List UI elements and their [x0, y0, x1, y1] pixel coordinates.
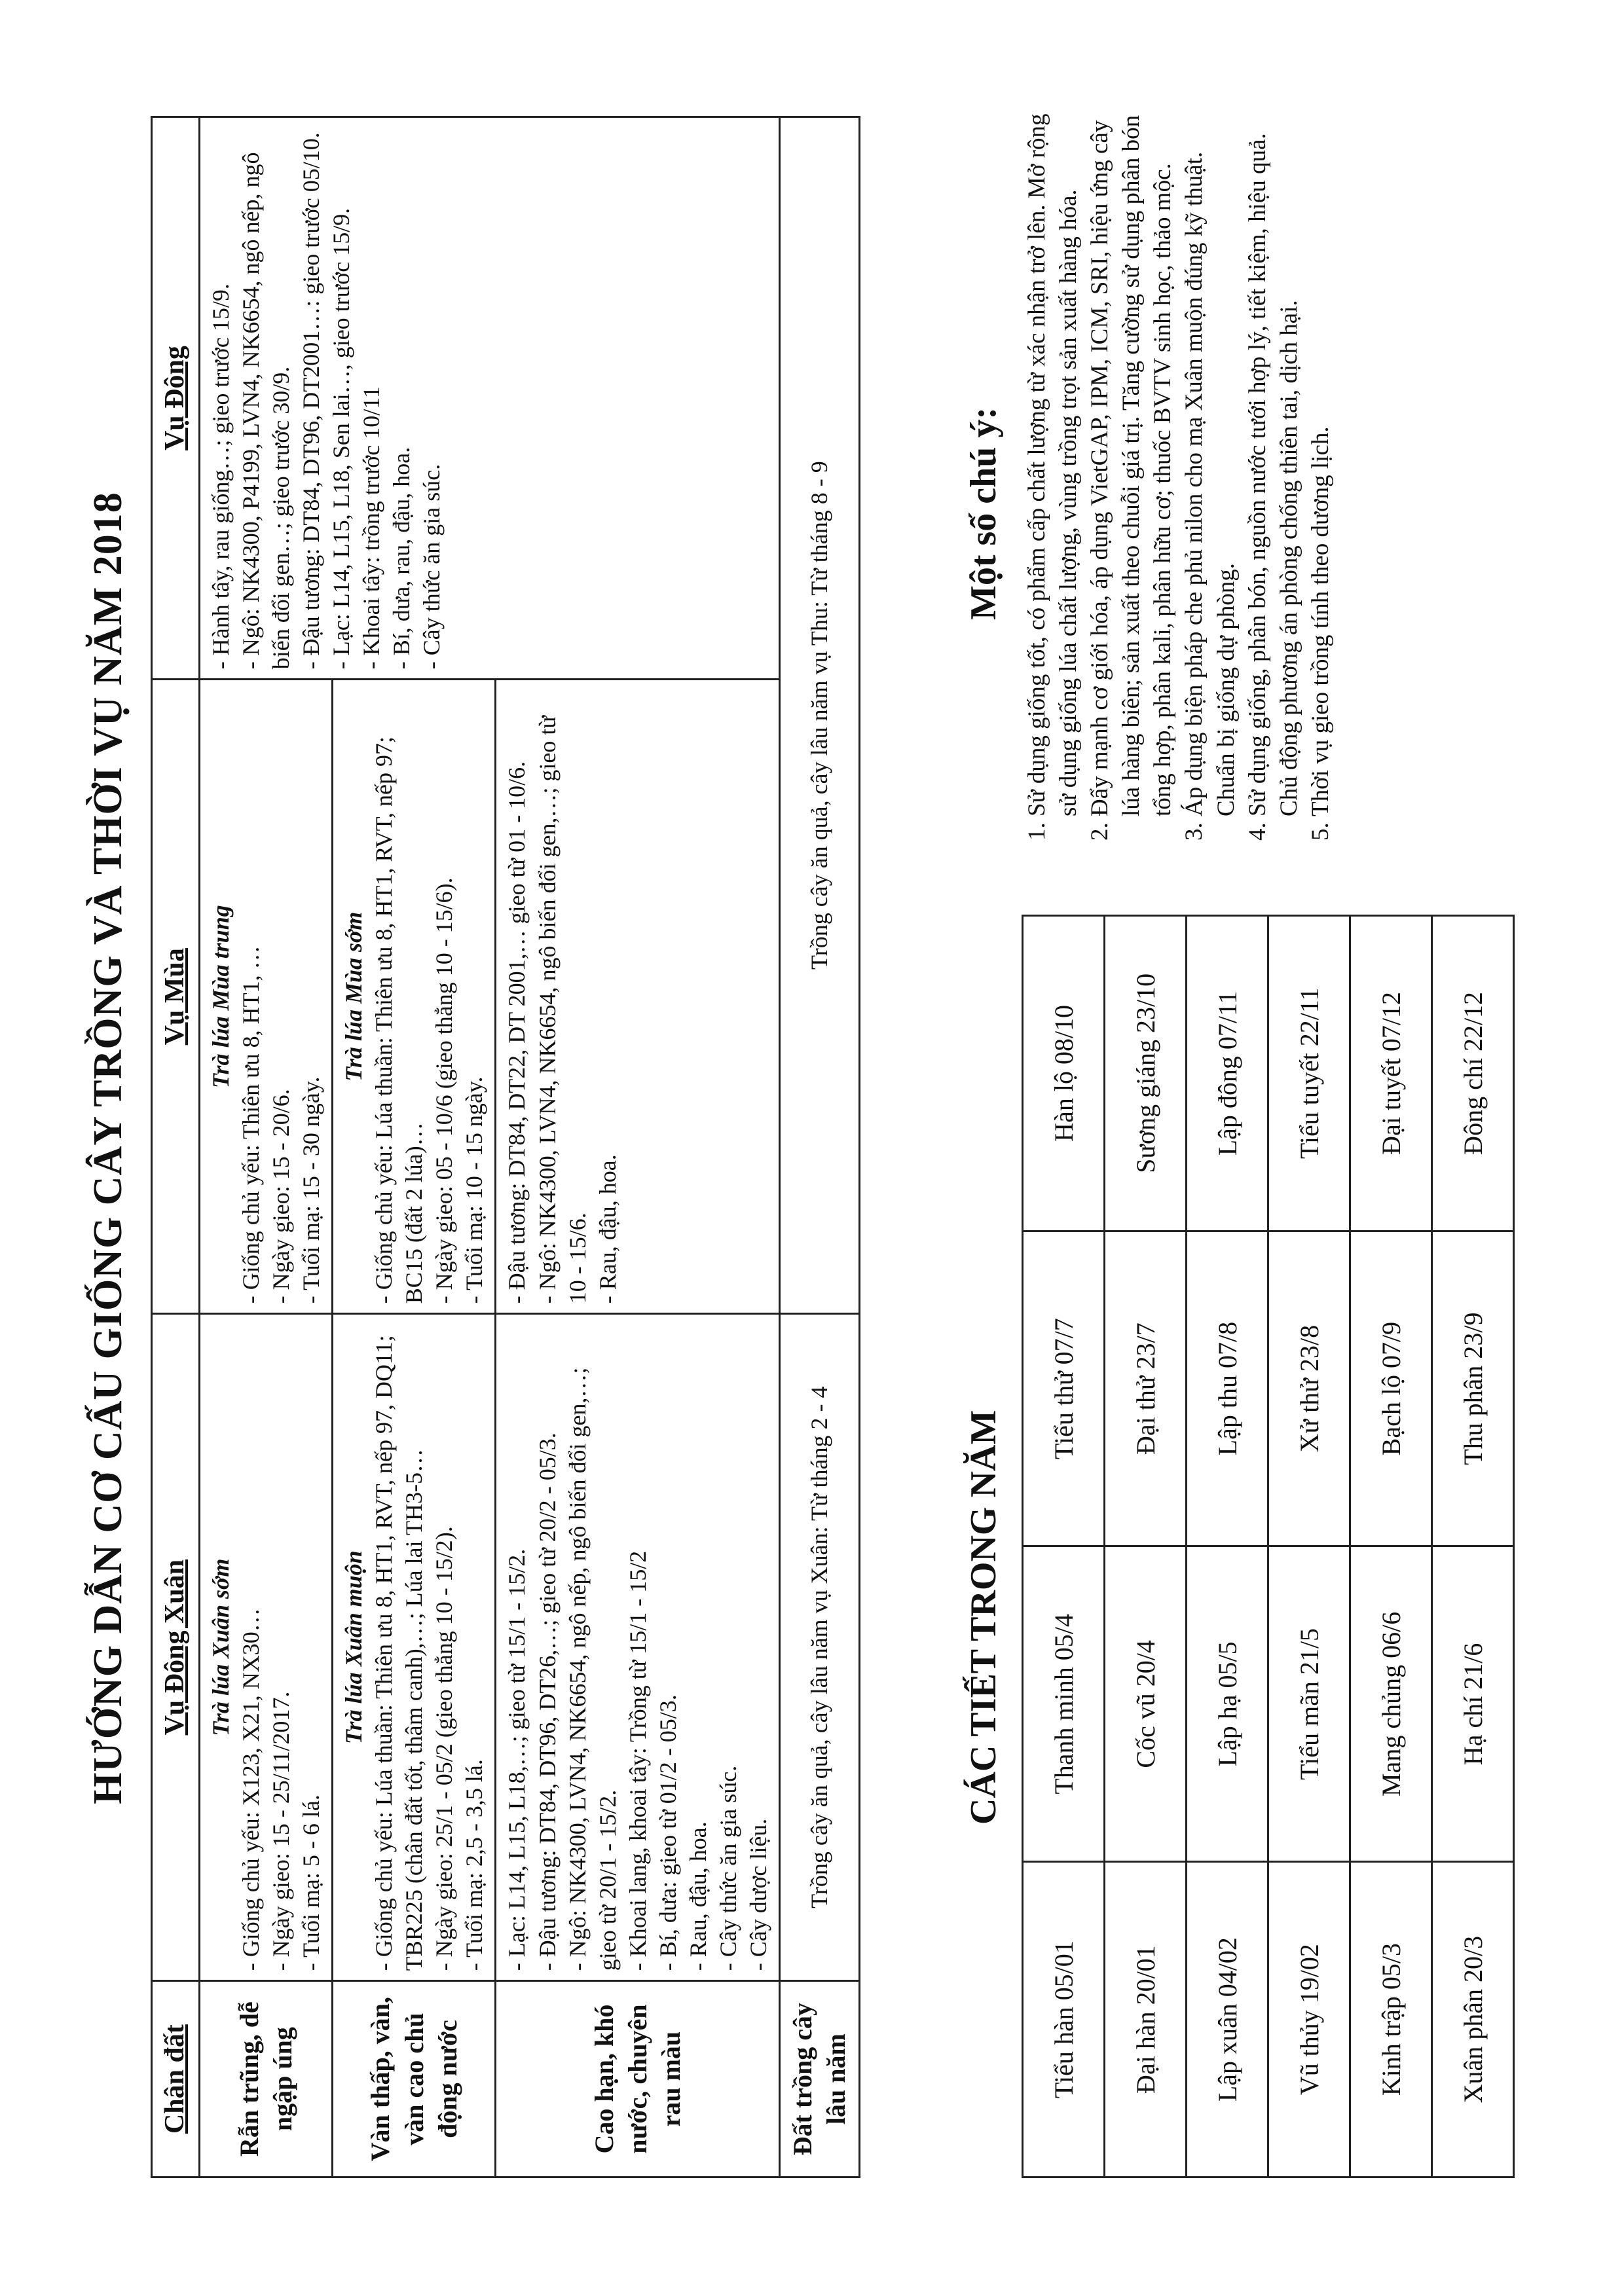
header-dong-xuan: Vụ Đông Xuân: [152, 1314, 200, 1981]
list-item: - Cây thức ăn gia súc.: [416, 127, 447, 669]
dong-xuan-cell: [333, 1314, 496, 1981]
table-row: [1350, 916, 1432, 2178]
solar-terms-table: [1022, 915, 1515, 2178]
table-header-row: [152, 117, 200, 2178]
list-item: - Ngày gieo: 15 - 25/11/2017.: [266, 1324, 296, 1971]
term-cell: Hàn lộ 08/10: [1023, 916, 1105, 1231]
header-land: Chân đất: [152, 1981, 200, 2178]
list-item: - Ngô: NK4300, P4199, LVN4, NK6654, ngô nếp, ngô biến đổi gen…; gieo trước 30/9.: [236, 127, 296, 669]
term-cell: Tiểu mãn 21/5: [1268, 1546, 1350, 1862]
list-item: - Ngày gieo: 15 - 20/6.: [266, 689, 296, 1303]
list-item: - Rau, đậu, hoa.: [683, 1324, 713, 1971]
term-cell: Đông chí 22/12: [1432, 916, 1514, 1231]
mua-cell: [199, 680, 332, 1314]
land-type: Đất trồng cây lâu năm: [780, 1981, 859, 2178]
list-item: - Khoai tây: trồng trước 10/11: [356, 127, 386, 669]
list-item: - Giống chủ yếu: X123, X21, NX30…: [236, 1324, 266, 1971]
table-row: [1023, 916, 1105, 2178]
term-cell: Lập hạ 05/5: [1187, 1546, 1268, 1862]
term-cell: Lập thu 07/8: [1187, 1231, 1268, 1546]
list-item: - Ngày gieo: 25/1 - 05/2 (gieo thẳng 10 - 15/2).: [429, 1324, 459, 1971]
list-item: - Ngô: NK4300, LVN4, NK6654, ngô nếp, ngô biến đổi gen,…; gieo từ 20/1 - 15/2.: [563, 1324, 623, 1971]
perennial-autumn: Trồng cây ăn quả, cây lâu năm vụ Thu: Từ tháng 8 - 9: [780, 117, 859, 1314]
table-row: [780, 117, 859, 2178]
table-row: [1187, 916, 1268, 2178]
terms-title: CÁC TIẾT TRONG NĂM: [963, 1410, 1004, 1825]
term-cell: Mang chủng 06/6: [1350, 1546, 1432, 1862]
term-cell: Thanh minh 05/4: [1023, 1546, 1105, 1862]
note-item: 1. Sử dụng giống tốt, có phẩm cấp chất lượng từ xác nhận trở lên. Mở rộng sử dụng giống lúa chất lượng, vùng trồng trọt sản xuất hàng hóa.: [1022, 103, 1084, 816]
list-item: - Đậu tương: DT84, DT96, DT26,…; gieo từ 20/2 - 05/3.: [532, 1324, 563, 1971]
term-cell: Cốc vũ 20/4: [1105, 1546, 1187, 1862]
dong-xuan-cell: [496, 1314, 780, 1981]
dong-xuan-cell: [199, 1314, 332, 1981]
land-type: Rẫn trũng, dễ ngập úng: [199, 1981, 332, 2178]
note-item: 4. Sử dụng giống, phân bón, nguồn nước tưới hợp lý, tiết kiệm, hiệu quả. Chủ động phương án phòng chống thiên tai, dịch hại.: [1242, 103, 1305, 816]
table-row: [1268, 916, 1350, 2178]
mua-cell: [333, 680, 496, 1314]
land-type: Vàn thấp, vàn, vàn cao chủ động nước: [333, 1981, 496, 2178]
header-dong: Vụ Đông: [152, 117, 200, 680]
term-cell: Tiểu hàn 05/01: [1023, 1862, 1105, 2178]
dong-cell: [199, 117, 779, 680]
mua-cell: [496, 680, 780, 1314]
term-cell: Tiểu thử 07/7: [1023, 1231, 1105, 1546]
list-item: - Giống chủ yếu: Lúa thuần: Thiên ưu 8, HT1, RVT, nếp 97; BC15 (đất 2 lúa)…: [369, 689, 429, 1303]
list-item: - Giống chủ yếu: Thiên ưu 8, HT1, …: [236, 689, 266, 1303]
list-item: - Tuổi mạ: 2,5 - 3,5 lá.: [459, 1324, 489, 1971]
list-item: - Cây thức ăn gia súc.: [713, 1324, 743, 1971]
term-cell: Đại tuyết 07/12: [1350, 916, 1432, 1231]
crop-subtitle: Trà lúa Xuân sớm: [207, 1558, 234, 1736]
term-cell: Tiểu tuyết 22/11: [1268, 916, 1350, 1231]
list-item: - Lạc: L14, L15, L18, Sen lai…, gieo trước 15/9.: [326, 127, 356, 669]
list-item: - Bí, dưa, rau, đậu, hoa.: [386, 127, 416, 669]
crop-subtitle: Trà lúa Mùa trung: [207, 905, 234, 1089]
term-cell: Bạch lộ 07/9: [1350, 1231, 1432, 1546]
list-item: - Đậu tương: DT84, DT22, DT 2001,… gieo từ 01 - 10/6.: [502, 689, 532, 1303]
list-item: - Đậu tương: DT84, DT96, DT2001…: gieo trước 05/10.: [296, 127, 326, 669]
list-item: - Cây dược liệu.: [743, 1324, 773, 1971]
list-item: - Ngày gieo: 05 - 10/6 (gieo thẳng 10 - 15/6).: [429, 689, 459, 1303]
list-item: - Tuổi mạ: 10 - 15 ngày.: [459, 689, 489, 1303]
notes-title: Một số chú ý:: [963, 407, 1004, 620]
perennial-spring: Trồng cây ăn quả, cây lâu năm vụ Xuân: Từ tháng 2 - 4: [780, 1314, 859, 1981]
term-cell: Lập xuân 04/02: [1187, 1862, 1268, 2178]
term-cell: Sương giáng 23/10: [1105, 916, 1187, 1231]
crop-subtitle: Trà lúa Xuân muộn: [341, 1550, 367, 1745]
list-item: - Hành tây, rau giống…; gieo trước 15/9.: [206, 127, 236, 669]
note-item: 5. Thời vụ gieo trồng tính theo dương lịch.: [1305, 103, 1337, 816]
term-cell: Xuân phân 20/3: [1432, 1862, 1514, 2178]
term-cell: Thu phân 23/9: [1432, 1231, 1514, 1546]
list-item: - Giống chủ yếu: Lúa thuần: Thiên ưu 8, HT1, RVT, nếp 97, DQ11; TBR225 (chân đất tốt, thâm canh),…; Lúa lai TH3-5…: [369, 1324, 429, 1971]
term-cell: Xử thử 23/8: [1268, 1231, 1350, 1546]
land-type: Cao hạn, khó nước, chuyên rau màu: [496, 1981, 780, 2178]
list-item: - Rau, đậu, hoa.: [593, 689, 623, 1303]
notes-section: [1022, 103, 1337, 849]
list-item: - Tuổi mạ: 5 - 6 lá.: [296, 1324, 326, 1971]
list-item: - Bí, dưa: gieo từ 01/2 - 05/3.: [653, 1324, 683, 1971]
schedule-table: [151, 116, 860, 2178]
table-row: [1432, 916, 1514, 2178]
term-cell: Đại hàn 20/01: [1105, 1862, 1187, 2178]
table-row: [199, 117, 332, 2178]
term-cell: Kinh trập 05/3: [1350, 1862, 1432, 2178]
crop-subtitle: Trà lúa Mùa sớm: [341, 911, 367, 1082]
table-row: [1105, 916, 1187, 2178]
list-item: - Tuổi mạ: 15 - 30 ngày.: [296, 689, 326, 1303]
list-item: - Khoai lang, khoai tây: Trồng từ 15/1 - 15/2: [623, 1324, 653, 1971]
note-item: 2. Đẩy mạnh cơ giới hóa, áp dụng VietGAP, IPM, ICM, SRI, hiệu ứng cây lúa hàng biên; sản xuất theo chuỗi giá trị. Tăng cường sử dụng phân bón tổng hợp, phân kali, phân hữu cơ; thuốc BVTV sinh học, thảo mộc.: [1084, 103, 1179, 816]
term-cell: Lập đông 07/11: [1187, 916, 1268, 1231]
term-cell: Đại thử 23/7: [1105, 1231, 1187, 1546]
term-cell: Vũ thủy 19/02: [1268, 1862, 1350, 2178]
list-item: - Lạc: L14, L15, L18,…; gieo từ 15/1 - 15/2.: [502, 1324, 532, 1971]
term-cell: Hạ chí 21/6: [1432, 1546, 1514, 1862]
header-mua: Vụ Mùa: [152, 680, 200, 1314]
page-title: HƯỚNG DẪN CƠ CẤU GIỐNG CÂY TRỒNG VÀ THỜI VỤ NĂM 2018: [86, 492, 130, 1804]
note-item: 3. Áp dụng biện pháp che phủ nilon cho mạ Xuân muộn đúng kỹ thuật. Chuẩn bị giống dự phòng.: [1179, 103, 1242, 816]
list-item: - Ngô: NK4300, LVN4, NK6654, ngô biến đổi gen,…; gieo từ 10 - 15/6.: [532, 689, 593, 1303]
